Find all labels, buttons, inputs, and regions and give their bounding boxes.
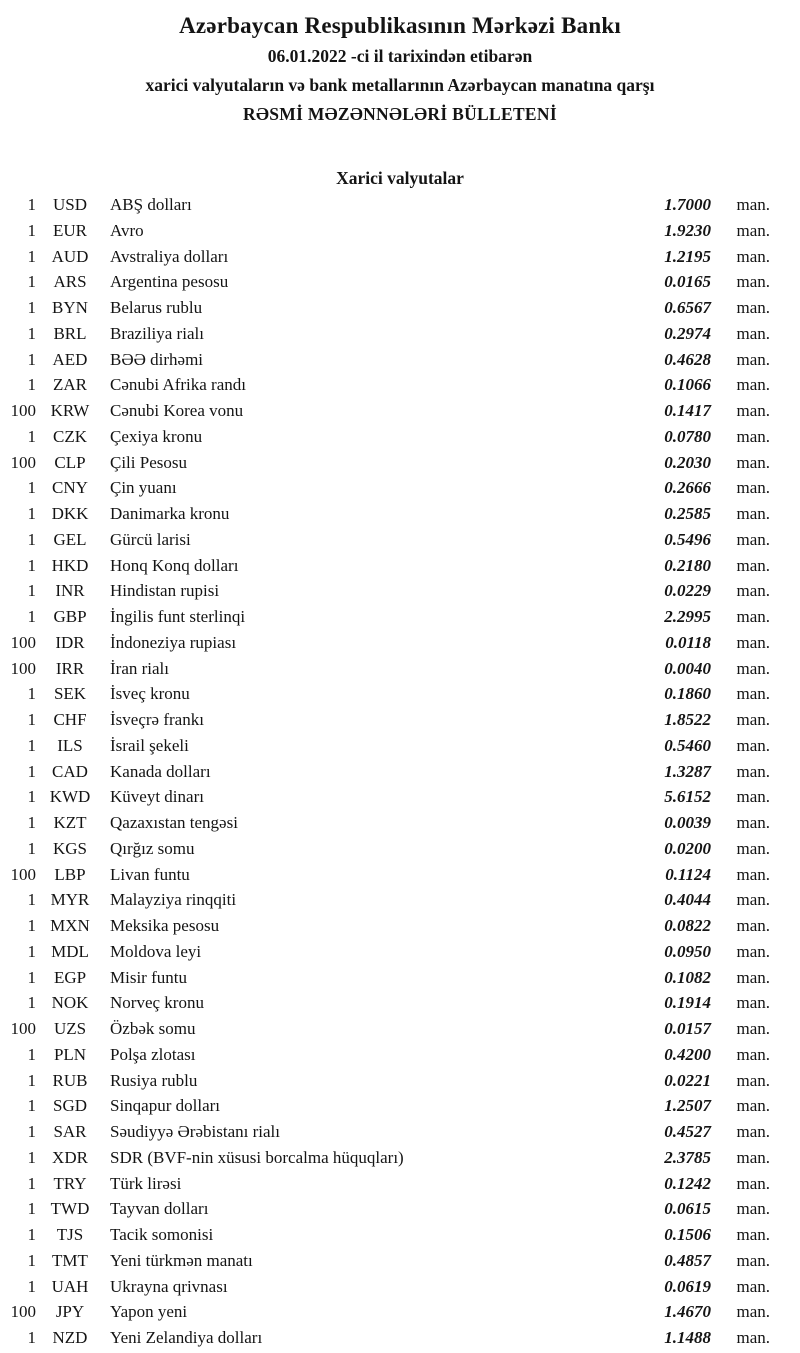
currency-code-cell: KWD	[49, 787, 91, 807]
unit-cell: man.	[736, 426, 770, 446]
table-row	[0, 1299, 800, 1325]
currency-name-cell: Tacik somonisi	[110, 1225, 214, 1244]
currency-code-cell: CNY	[52, 478, 88, 498]
unit-cell: man.	[736, 632, 770, 652]
quantity-cell: 1	[27, 1044, 36, 1064]
unit-cell: man.	[736, 735, 770, 755]
rate-value-cell: 1.1488	[664, 1328, 711, 1347]
table-row	[0, 1068, 800, 1094]
unit-cell: man.	[736, 1070, 770, 1090]
rate-value-cell: 0.1082	[664, 967, 711, 987]
quantity-cell: 1	[27, 246, 36, 266]
currency-code-cell: JPY	[55, 1302, 85, 1322]
quantity-cell: 1	[27, 581, 36, 601]
table-row	[0, 1093, 800, 1119]
currency-name-cell: Qırğız somu	[110, 838, 195, 858]
currency-name-cell: İsveçrə frankı	[110, 710, 204, 729]
table-row	[0, 630, 800, 656]
unit-cell: man.	[736, 813, 770, 832]
currency-name-cell: Özbək somu	[110, 1019, 196, 1038]
table-row	[0, 759, 800, 785]
table-row	[0, 424, 800, 450]
currency-name-cell: Ukrayna qrivnası	[110, 1276, 228, 1296]
currency-name-cell: Qazaxıstan tengəsi	[110, 813, 238, 832]
table-row	[0, 965, 800, 991]
quantity-cell: 1	[27, 1199, 36, 1219]
currency-code-cell: NZD	[52, 1328, 88, 1347]
currency-name-cell: Honq Konq dolları	[110, 555, 239, 575]
unit-cell: man.	[736, 1147, 770, 1167]
unit-cell: man.	[736, 890, 770, 910]
currency-code-cell: NOK	[51, 993, 89, 1013]
table-row	[0, 836, 800, 862]
table-row	[0, 295, 800, 321]
quantity-cell: 1	[27, 1225, 36, 1244]
rate-value-cell: 0.6567	[664, 298, 711, 317]
unit-cell: man.	[736, 220, 770, 240]
unit-cell: man.	[736, 555, 770, 575]
currency-code-cell: AUD	[51, 246, 89, 266]
currency-code-cell: CZK	[53, 426, 87, 446]
quantity-cell: 1	[27, 426, 36, 446]
table-row	[0, 1016, 800, 1042]
unit-cell: man.	[736, 967, 770, 987]
quantity-cell: 1	[27, 787, 36, 807]
bank-title: Azərbaycan Respublikasının Mərkəzi Bankı	[179, 13, 621, 38]
table-row	[0, 810, 800, 836]
table-row	[0, 1171, 800, 1197]
table-row	[0, 553, 800, 579]
rate-value-cell: 0.0229	[664, 581, 711, 601]
currency-code-cell: TJS	[56, 1225, 84, 1244]
currency-code-cell: ILS	[57, 735, 83, 755]
quantity-cell: 1	[27, 529, 36, 549]
currency-code-cell: TMT	[52, 1250, 88, 1270]
currency-name-cell: İran rialı	[110, 658, 169, 678]
currency-name-cell: Türk lirəsi	[110, 1173, 182, 1193]
quantity-cell: 1	[27, 710, 36, 729]
rate-value-cell: 0.5496	[664, 529, 711, 549]
quantity-cell: 1	[27, 1328, 36, 1347]
unit-cell: man.	[736, 993, 770, 1013]
effective-date-line: 06.01.2022 -ci il tarixindən etibarən	[267, 46, 533, 66]
rate-value-cell: 1.8522	[664, 710, 711, 729]
currency-name-cell: Yeni Zelandiya dolları	[110, 1328, 263, 1347]
unit-cell: man.	[736, 349, 770, 369]
rate-value-cell: 0.0200	[664, 838, 711, 858]
unit-cell: man.	[736, 1096, 770, 1116]
table-row	[0, 939, 800, 965]
unit-cell: man.	[736, 787, 770, 807]
unit-cell: man.	[736, 1302, 770, 1322]
rate-value-cell: 1.2507	[664, 1096, 711, 1116]
rate-value-cell: 0.4628	[664, 349, 711, 369]
currency-code-cell: KGS	[52, 838, 87, 858]
table-row	[0, 527, 800, 553]
unit-cell: man.	[736, 1019, 770, 1038]
unit-cell: man.	[736, 1225, 770, 1244]
unit-cell: man.	[736, 684, 770, 704]
unit-cell: man.	[736, 195, 770, 214]
currency-name-cell: Meksika pesosu	[110, 916, 220, 935]
table-row	[0, 475, 800, 501]
rate-value-cell: 2.3785	[664, 1147, 711, 1167]
table-row	[0, 347, 800, 373]
unit-cell: man.	[736, 1044, 770, 1064]
currency-name-cell: Səudiyyə Ərəbistanı rialı	[110, 1122, 280, 1141]
unit-cell: man.	[736, 761, 770, 781]
unit-cell: man.	[736, 1173, 770, 1193]
rates-table	[0, 192, 800, 1351]
quantity-cell: 100	[10, 864, 36, 884]
currency-name-cell: Moldova leyi	[110, 941, 202, 961]
rate-value-cell: 0.4200	[664, 1044, 711, 1064]
table-row	[0, 733, 800, 759]
quantity-cell: 1	[27, 684, 36, 704]
quantity-cell: 1	[27, 761, 36, 781]
rate-value-cell: 1.2195	[664, 246, 711, 266]
unit-cell: man.	[736, 298, 770, 317]
currency-code-cell: UAH	[51, 1276, 89, 1296]
table-row	[0, 1119, 800, 1145]
unit-cell: man.	[736, 941, 770, 961]
currency-name-cell: Kanada dolları	[110, 761, 211, 781]
unit-cell: man.	[736, 1122, 770, 1141]
quantity-cell: 1	[27, 195, 36, 214]
table-row	[0, 578, 800, 604]
currency-name-cell: Cənubi Korea vonu	[110, 401, 244, 420]
currency-code-cell: TWD	[50, 1199, 90, 1219]
quantity-cell: 1	[27, 375, 36, 395]
unit-cell: man.	[736, 401, 770, 420]
table-row	[0, 192, 800, 218]
currency-code-cell: MYR	[50, 890, 90, 910]
table-row	[0, 1196, 800, 1222]
rate-value-cell: 1.9230	[664, 220, 711, 240]
unit-cell: man.	[736, 658, 770, 678]
currency-code-cell: KZT	[53, 813, 87, 832]
table-row	[0, 784, 800, 810]
table-row	[0, 1145, 800, 1171]
currency-code-cell: MXN	[50, 916, 90, 935]
quantity-cell: 1	[27, 1173, 36, 1193]
rate-value-cell: 0.2030	[664, 452, 711, 472]
rate-value-cell: 0.0118	[665, 632, 711, 652]
quantity-cell: 1	[27, 607, 36, 626]
quantity-cell: 1	[27, 890, 36, 910]
quantity-cell: 1	[27, 1070, 36, 1090]
currency-code-cell: TRY	[53, 1173, 87, 1193]
rate-value-cell: 0.2180	[664, 555, 711, 575]
currency-name-cell: Çexiya kronu	[110, 426, 203, 446]
quantity-cell: 1	[27, 555, 36, 575]
currency-name-cell: Gürcü larisi	[110, 529, 191, 549]
table-row	[0, 707, 800, 733]
unit-cell: man.	[736, 1328, 770, 1347]
currency-name-cell: Danimarka kronu	[110, 504, 230, 523]
unit-cell: man.	[736, 529, 770, 549]
table-row	[0, 990, 800, 1016]
quantity-cell: 1	[27, 735, 36, 755]
currency-code-cell: GBP	[53, 607, 87, 626]
table-row	[0, 1042, 800, 1068]
currency-name-cell: İngilis funt sterlinqi	[110, 607, 246, 626]
rate-value-cell: 0.0165	[664, 272, 711, 292]
table-row	[0, 1222, 800, 1248]
currency-code-cell: LBP	[54, 864, 86, 884]
currency-code-cell: BRL	[53, 323, 87, 343]
rate-value-cell: 2.2995	[664, 607, 711, 626]
unit-cell: man.	[736, 1250, 770, 1270]
currency-code-cell: XDR	[52, 1147, 88, 1167]
currency-code-cell: RUB	[52, 1070, 88, 1090]
unit-cell: man.	[736, 581, 770, 601]
unit-cell: man.	[736, 504, 770, 523]
rate-value-cell: 0.1506	[664, 1225, 711, 1244]
rate-value-cell: 1.3287	[664, 761, 711, 781]
table-row	[0, 887, 800, 913]
rate-value-cell: 0.0615	[664, 1199, 711, 1219]
currency-code-cell: ZAR	[53, 375, 87, 395]
quantity-cell: 1	[27, 1276, 36, 1296]
rate-value-cell: 0.1242	[664, 1173, 711, 1193]
currency-name-cell: Polşa zlotası	[110, 1044, 196, 1064]
rate-value-cell: 0.2974	[664, 323, 711, 343]
quantity-cell: 1	[27, 298, 36, 317]
currency-name-cell: ABŞ dolları	[110, 195, 192, 214]
unit-cell: man.	[736, 838, 770, 858]
table-row	[0, 372, 800, 398]
rate-value-cell: 0.1066	[664, 375, 711, 395]
currency-name-cell: Argentina pesosu	[110, 272, 229, 292]
quantity-cell: 100	[10, 1302, 36, 1322]
rate-value-cell: 0.0157	[664, 1019, 711, 1038]
rate-value-cell: 0.0039	[664, 813, 711, 832]
currency-code-cell: SAR	[53, 1122, 87, 1141]
currency-code-cell: EGP	[53, 967, 87, 987]
quantity-cell: 100	[10, 658, 36, 678]
currency-name-cell: Rusiya rublu	[110, 1070, 198, 1090]
quantity-cell: 1	[27, 220, 36, 240]
unit-cell: man.	[736, 478, 770, 498]
quantity-cell: 1	[27, 1147, 36, 1167]
currency-name-cell: Belarus rublu	[110, 298, 203, 317]
table-row	[0, 913, 800, 939]
table-row	[0, 656, 800, 682]
table-row	[0, 218, 800, 244]
currency-name-cell: Misir funtu	[110, 967, 187, 987]
currency-name-cell: Çili Pesosu	[110, 452, 187, 472]
unit-cell: man.	[736, 916, 770, 935]
quantity-cell: 100	[10, 632, 36, 652]
rate-value-cell: 0.0221	[664, 1070, 711, 1090]
currency-name-cell: Malayziya rinqqiti	[110, 890, 237, 910]
quantity-cell: 100	[10, 401, 36, 420]
unit-cell: man.	[736, 607, 770, 626]
currency-name-cell: SDR (BVF-nin xüsusi borcalma hüquqları)	[110, 1147, 404, 1167]
rate-value-cell: 0.5460	[664, 735, 711, 755]
table-row	[0, 398, 800, 424]
rate-value-cell: 0.2585	[664, 504, 711, 523]
currency-name-cell: İsveç kronu	[110, 684, 190, 704]
table-row	[0, 244, 800, 270]
unit-cell: man.	[736, 323, 770, 343]
table-row	[0, 604, 800, 630]
currency-code-cell: KRW	[50, 401, 90, 420]
table-row	[0, 501, 800, 527]
currency-name-cell: Yeni türkmən manatı	[110, 1250, 253, 1270]
quantity-cell: 1	[27, 323, 36, 343]
quantity-cell: 1	[27, 478, 36, 498]
currency-name-cell: Yapon yeni	[110, 1302, 188, 1322]
currency-name-cell: İndoneziya rupiası	[110, 632, 237, 652]
quantity-cell: 1	[27, 1096, 36, 1116]
rate-value-cell: 0.1860	[664, 684, 711, 704]
table-row	[0, 269, 800, 295]
rate-value-cell: 0.2666	[664, 478, 711, 498]
rate-value-cell: 0.0619	[664, 1276, 711, 1296]
rate-value-cell: 0.1417	[664, 401, 711, 420]
bulletin-title: RƏSMİ MƏZƏNNƏLƏRİ BÜLLETENİ	[243, 104, 557, 124]
currency-code-cell: IRR	[55, 658, 85, 678]
quantity-cell: 1	[27, 993, 36, 1013]
quantity-cell: 1	[27, 813, 36, 832]
currency-code-cell: SGD	[52, 1096, 87, 1116]
quantity-cell: 100	[10, 452, 36, 472]
currency-code-cell: CHF	[53, 710, 87, 729]
rate-value-cell: 0.1124	[665, 864, 711, 884]
quantity-cell: 1	[27, 272, 36, 292]
rate-value-cell: 0.4857	[664, 1250, 711, 1270]
currency-code-cell: EUR	[53, 220, 87, 240]
quantity-cell: 1	[27, 504, 36, 523]
unit-cell: man.	[736, 375, 770, 395]
currency-code-cell: HKD	[51, 555, 89, 575]
unit-cell: man.	[736, 864, 770, 884]
unit-cell: man.	[736, 1199, 770, 1219]
currency-name-cell: Tayvan dolları	[110, 1199, 209, 1219]
currency-name-cell: Norveç kronu	[110, 993, 204, 1013]
rate-value-cell: 0.0780	[664, 426, 711, 446]
rate-value-cell: 0.0040	[664, 658, 711, 678]
currency-name-cell: BƏƏ dirhəmi	[110, 349, 204, 369]
currency-code-cell: BYN	[52, 298, 88, 317]
rate-value-cell: 1.7000	[664, 195, 711, 214]
quantity-cell: 1	[27, 838, 36, 858]
currency-name-cell: Livan funtu	[110, 864, 190, 884]
quantity-cell: 1	[27, 1122, 36, 1141]
currency-code-cell: UZS	[53, 1019, 87, 1038]
currency-name-cell: Çin yuanı	[110, 478, 177, 498]
rate-value-cell: 5.6152	[664, 787, 711, 807]
unit-cell: man.	[736, 272, 770, 292]
unit-cell: man.	[736, 246, 770, 266]
unit-cell: man.	[736, 452, 770, 472]
currency-code-cell: AED	[52, 349, 88, 369]
currency-code-cell: USD	[52, 195, 87, 214]
table-row	[0, 1325, 800, 1351]
currency-name-cell: İsrail şekeli	[110, 735, 189, 755]
table-row	[0, 1248, 800, 1274]
currency-code-cell: IDR	[55, 632, 85, 652]
rate-value-cell: 1.4670	[664, 1302, 711, 1322]
currency-name-cell: Sinqapur dolları	[110, 1096, 221, 1116]
table-row	[0, 321, 800, 347]
currency-name-cell: Avro	[110, 220, 144, 240]
currency-code-cell: GEL	[53, 529, 87, 549]
currency-code-cell: INR	[55, 581, 85, 601]
currency-code-cell: PLN	[53, 1044, 87, 1064]
rate-value-cell: 0.0950	[664, 941, 711, 961]
rate-value-cell: 0.0822	[664, 916, 711, 935]
currency-name-cell: Braziliya rialı	[110, 323, 204, 343]
section-title: Xarici valyutalar	[336, 168, 464, 188]
currency-code-cell: MDL	[51, 941, 89, 961]
table-row	[0, 681, 800, 707]
unit-cell: man.	[736, 1276, 770, 1296]
currency-code-cell: SEK	[53, 684, 87, 704]
table-row	[0, 862, 800, 888]
quantity-cell: 100	[10, 1019, 36, 1038]
currency-name-cell: Cənubi Afrika randı	[110, 375, 246, 395]
quantity-cell: 1	[27, 349, 36, 369]
currency-name-cell: Küveyt dinarı	[110, 787, 204, 807]
currency-code-cell: CAD	[52, 761, 88, 781]
currency-code-cell: CLP	[54, 452, 86, 472]
quantity-cell: 1	[27, 1250, 36, 1270]
currency-name-cell: Avstraliya dolları	[110, 246, 229, 266]
currency-name-cell: Hindistan rupisi	[110, 581, 220, 601]
quantity-cell: 1	[27, 967, 36, 987]
table-row	[0, 1274, 800, 1300]
table-row	[0, 450, 800, 476]
rate-value-cell: 0.1914	[664, 993, 711, 1013]
currency-code-cell: DKK	[51, 504, 89, 523]
subtitle-line: xarici valyutaların və bank metallarının Azərbaycan manatına qarşı	[145, 75, 655, 95]
currency-code-cell: ARS	[53, 272, 87, 292]
rate-value-cell: 0.4044	[664, 890, 711, 910]
quantity-cell: 1	[27, 941, 36, 961]
quantity-cell: 1	[27, 916, 36, 935]
unit-cell: man.	[736, 710, 770, 729]
rate-value-cell: 0.4527	[664, 1122, 711, 1141]
